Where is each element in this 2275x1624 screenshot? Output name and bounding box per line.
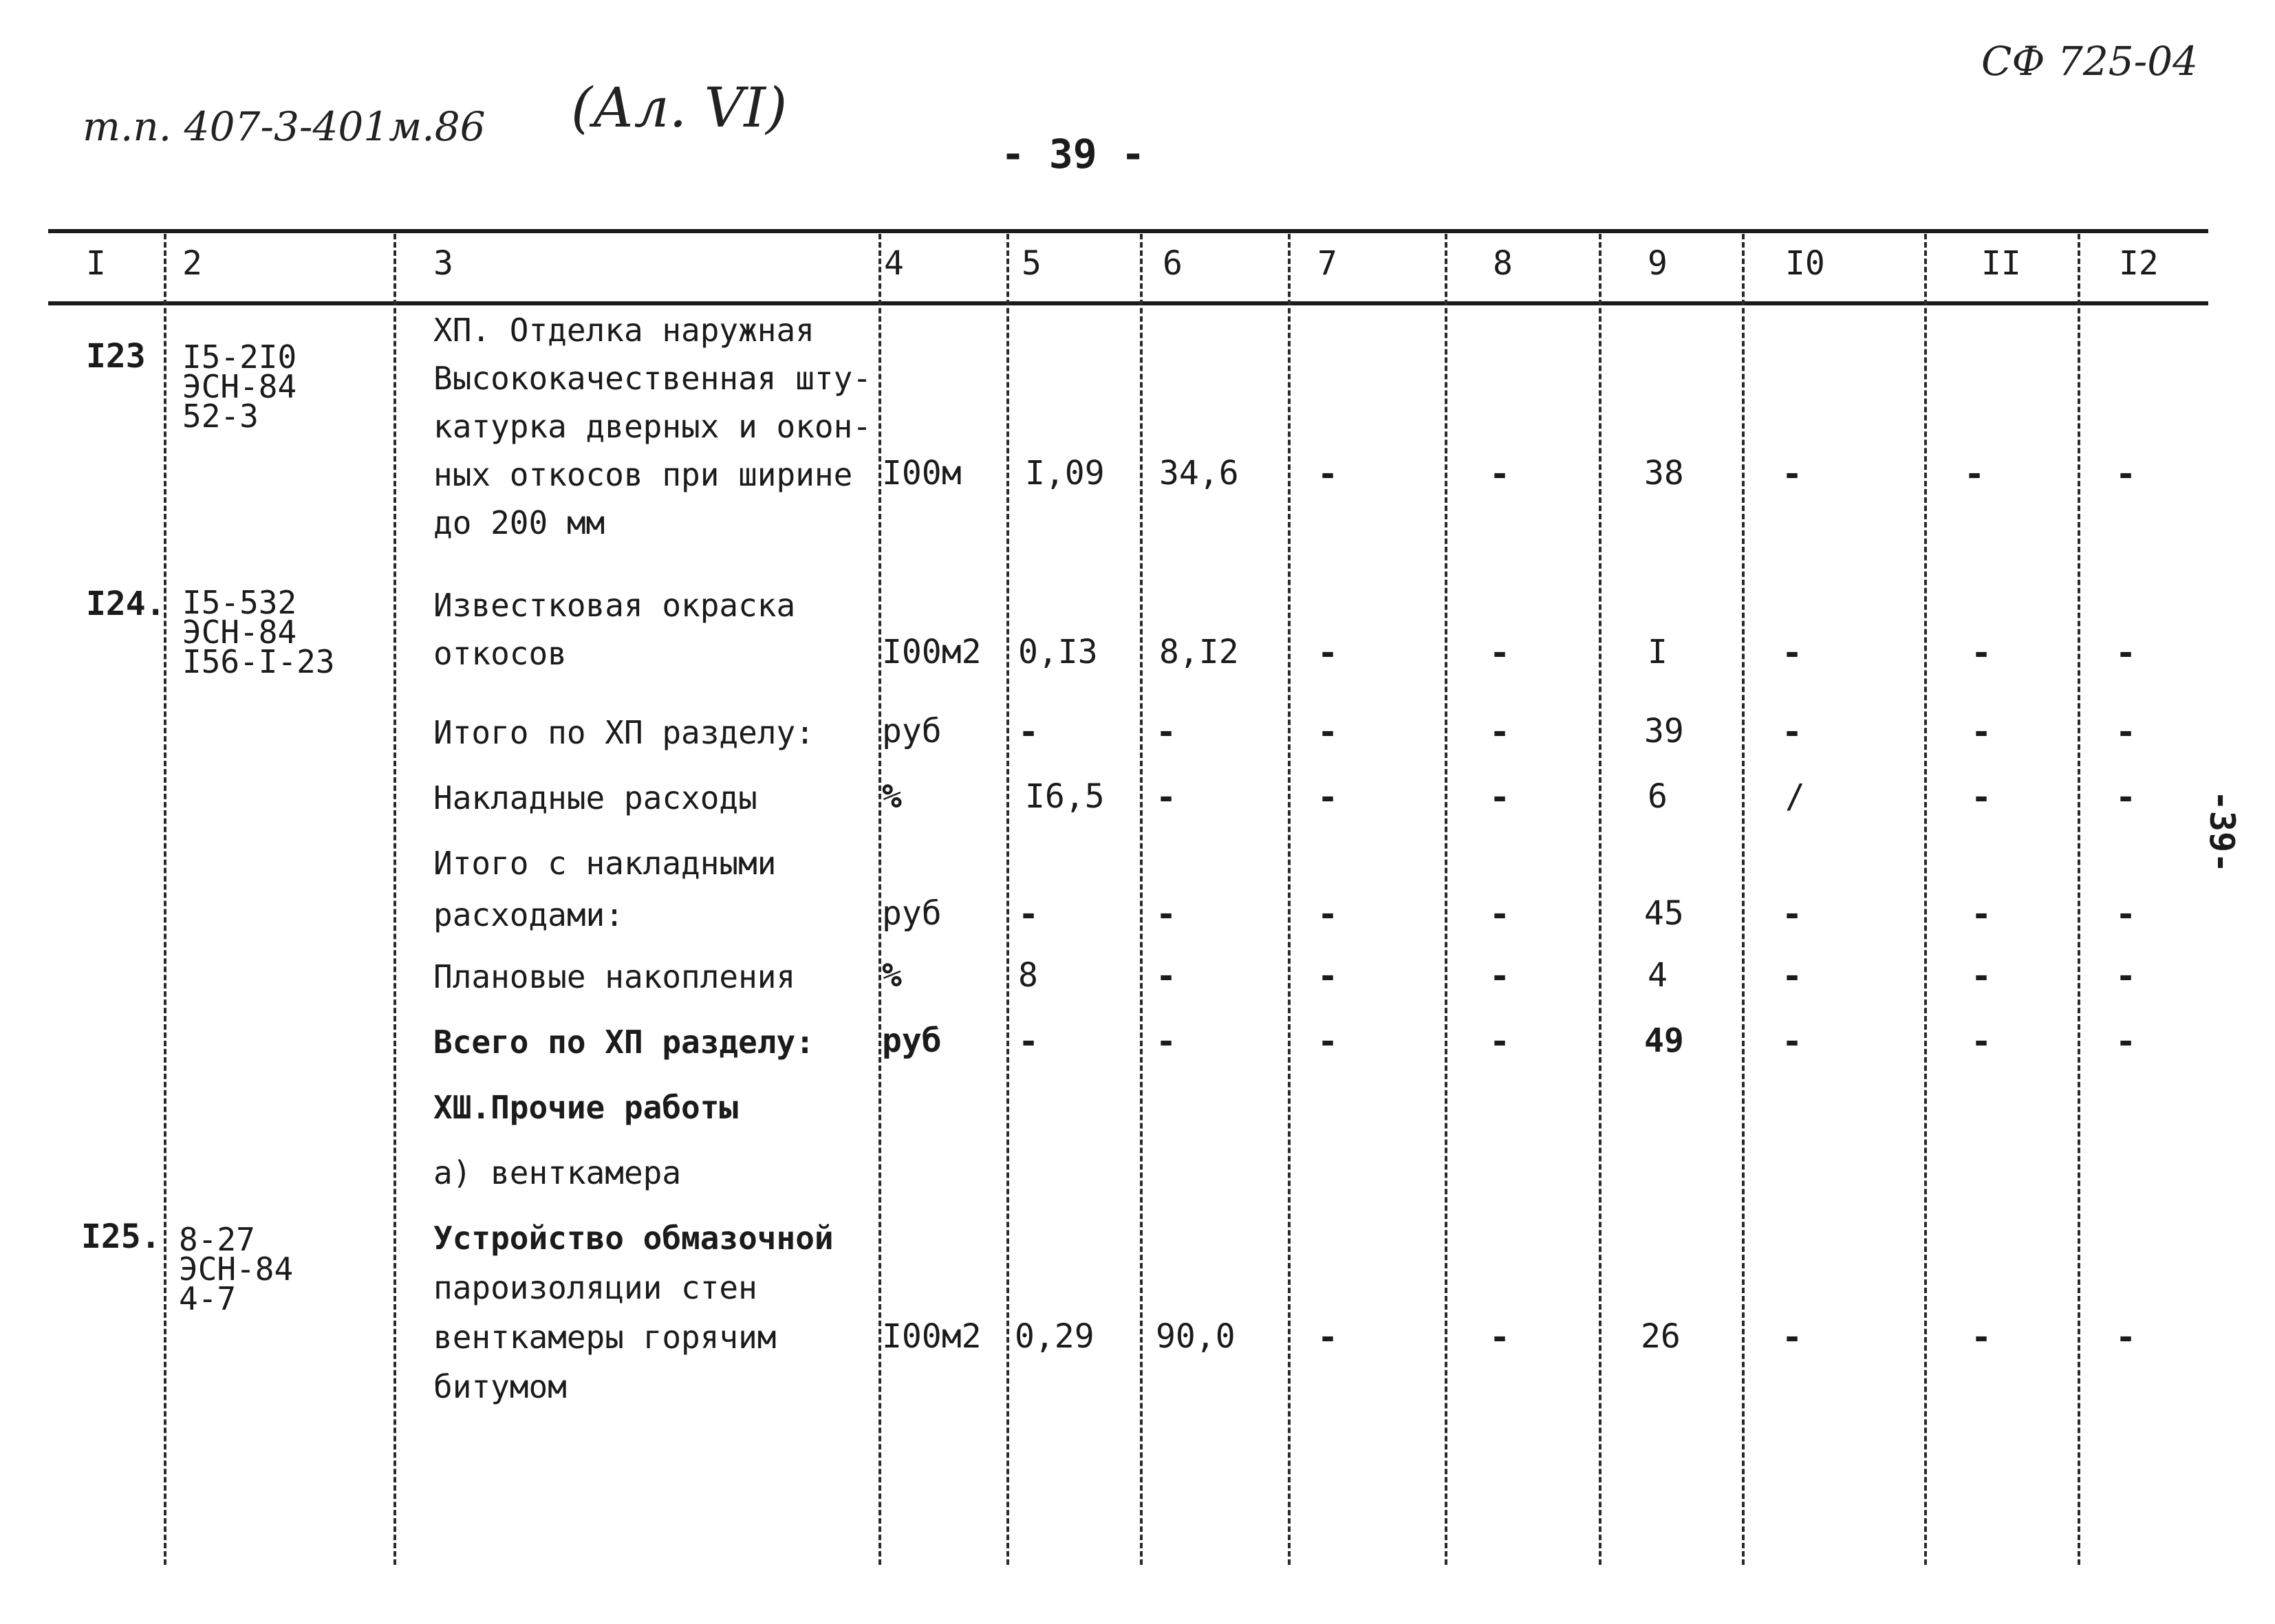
- work-description-line: пароизоляции стен: [433, 1269, 757, 1306]
- unit-cell: руб: [882, 1021, 942, 1060]
- value-cell: -: [1782, 1021, 1803, 1061]
- unit-cell: I00м: [882, 454, 962, 492]
- unit-cell: %: [882, 777, 902, 816]
- total-cost-cell: 45: [1644, 894, 1684, 933]
- row-number: I24.: [86, 585, 166, 623]
- quantity-cell: 0,I3: [1018, 633, 1098, 671]
- table-top-rule: [48, 229, 2208, 233]
- value-cell: -: [1964, 454, 1985, 494]
- column-divider: [1742, 234, 1745, 1565]
- value-cell: -: [1018, 894, 1039, 934]
- value-cell: -: [1971, 956, 1992, 996]
- norm-code-line: ЭСН-84: [182, 368, 297, 405]
- value-cell: -: [1489, 956, 1511, 996]
- work-description-line: Высококачественная шту-: [433, 360, 872, 397]
- value-cell: -: [1489, 894, 1511, 934]
- column-header-6: 6: [1163, 244, 1183, 283]
- total-with-overhead-label: расходами:: [433, 896, 624, 933]
- value-cell: -: [1782, 633, 1803, 673]
- unit-cell: руб: [882, 894, 942, 933]
- column-divider: [1599, 234, 1602, 1565]
- work-description-line: откосов: [433, 635, 567, 672]
- value-cell: -: [1317, 712, 1339, 752]
- value-cell: -: [1971, 712, 1992, 752]
- column-header-4: 4: [884, 244, 904, 283]
- unit-price-cell: 90,0: [1156, 1317, 1236, 1356]
- value-cell: -: [1156, 956, 1177, 996]
- value-cell: -: [1317, 1317, 1339, 1357]
- column-header-10: I0: [1785, 244, 1825, 283]
- norm-code-line: ЭСН-84: [182, 614, 297, 651]
- unit-cell: %: [882, 956, 902, 995]
- total-cost-cell: 49: [1644, 1021, 1684, 1060]
- norm-code-line: ЭСН-84: [179, 1251, 294, 1288]
- savings-rate-cell: 8: [1018, 956, 1038, 995]
- value-cell: -: [1317, 633, 1339, 673]
- subtotal-label: Итого по ХП разделу:: [433, 714, 815, 751]
- value-cell: -: [1156, 894, 1177, 934]
- value-cell: -: [2115, 454, 2137, 494]
- column-header-2: 2: [182, 244, 202, 283]
- norm-code-line: 4-7: [179, 1280, 237, 1317]
- column-divider: [1924, 234, 1927, 1565]
- work-description-line: ХП. Отделка наружная: [433, 312, 815, 349]
- value-cell: -: [1971, 777, 1992, 817]
- value-cell: -: [1156, 777, 1177, 817]
- value-cell: -: [1782, 712, 1803, 752]
- value-cell: -: [1317, 956, 1339, 996]
- column-divider: [1288, 234, 1291, 1565]
- value-cell: -: [1489, 633, 1511, 673]
- value-cell: /: [1785, 777, 1805, 816]
- overhead-label: Накладные расходы: [433, 779, 757, 816]
- document-code: СФ 725-04: [1981, 38, 2199, 85]
- value-cell: -: [1489, 777, 1511, 817]
- total-cost-cell: 38: [1644, 454, 1684, 492]
- value-cell: -: [1489, 454, 1511, 494]
- value-cell: -: [2115, 633, 2137, 673]
- value-cell: -: [1782, 894, 1803, 934]
- column-divider: [878, 234, 881, 1565]
- column-header-1: I: [86, 244, 106, 283]
- page-number: - 39 -: [1001, 131, 1145, 177]
- value-cell: -: [1971, 1317, 1992, 1357]
- column-header-5: 5: [1022, 244, 1042, 283]
- total-cost-cell: I: [1648, 633, 1668, 671]
- value-cell: -: [2115, 712, 2137, 752]
- work-description-line: Известковая окраска: [433, 587, 796, 624]
- column-header-11: II: [1981, 244, 2021, 283]
- value-cell: -: [2115, 777, 2137, 817]
- quantity-cell: 0,29: [1015, 1317, 1095, 1356]
- unit-cell: I00м2: [882, 633, 982, 671]
- work-description-line: Устройство обмазочной: [433, 1220, 834, 1257]
- norm-code-line: I56-I-23: [182, 643, 335, 680]
- total-with-overhead-label: Итого с накладными: [433, 845, 777, 882]
- column-divider: [1006, 234, 1009, 1565]
- unit-cell: руб: [882, 712, 942, 750]
- value-cell: -: [1018, 712, 1039, 752]
- value-cell: -: [1782, 956, 1803, 996]
- value-cell: -: [1489, 1317, 1511, 1357]
- row-number: I25.: [81, 1217, 161, 1256]
- value-cell: -: [2115, 1317, 2137, 1357]
- column-divider: [164, 234, 166, 1565]
- row-number: I23: [86, 337, 146, 376]
- value-cell: -: [1156, 712, 1177, 752]
- quantity-cell: I,09: [1025, 454, 1105, 492]
- column-header-12: I2: [2119, 244, 2159, 283]
- value-cell: -: [1317, 894, 1339, 934]
- norm-code-line: 8-27: [179, 1221, 255, 1258]
- value-cell: -: [1018, 1021, 1039, 1061]
- total-cost-cell: 4: [1648, 956, 1668, 995]
- work-description-line: битумом: [433, 1368, 567, 1405]
- value-cell: -: [2115, 956, 2137, 996]
- column-header-3: 3: [433, 244, 453, 283]
- total-cost-cell: 26: [1641, 1317, 1681, 1356]
- value-cell: -: [2115, 894, 2137, 934]
- unit-cell: I00м2: [882, 1317, 982, 1356]
- album-reference: (Ал. VI): [571, 76, 788, 140]
- table-header-rule: [48, 301, 2208, 305]
- work-description-line: ных откосов при ширине: [433, 456, 853, 493]
- value-cell: -: [1317, 777, 1339, 817]
- value-cell: -: [1317, 1021, 1339, 1061]
- norm-code-line: I5-2I0: [182, 338, 297, 376]
- norm-code-line: I5-532: [182, 584, 297, 621]
- section-total-label: Всего по ХП разделу:: [433, 1024, 815, 1061]
- value-cell: -: [1489, 712, 1511, 752]
- value-cell: -: [1782, 1317, 1803, 1357]
- column-divider: [1140, 234, 1143, 1565]
- value-cell: -: [1156, 1021, 1177, 1061]
- section-heading: ХШ.Прочие работы: [433, 1089, 739, 1126]
- side-page-number: -39-: [2202, 790, 2243, 874]
- planned-savings-label: Плановые накопления: [433, 958, 796, 995]
- norm-code-line: 52-3: [182, 398, 259, 435]
- value-cell: -: [1489, 1021, 1511, 1061]
- value-cell: -: [2115, 1021, 2137, 1061]
- unit-price-cell: 8,I2: [1159, 633, 1239, 671]
- project-reference: т.п. 407-3-401м.86: [83, 103, 486, 150]
- column-header-7: 7: [1317, 244, 1337, 283]
- column-divider: [1445, 234, 1447, 1565]
- value-cell: -: [1782, 454, 1803, 494]
- value-cell: -: [1317, 454, 1339, 494]
- column-header-8: 8: [1493, 244, 1513, 283]
- total-cost-cell: 6: [1648, 777, 1668, 816]
- value-cell: -: [1971, 894, 1992, 934]
- overhead-rate-cell: I6,5: [1025, 777, 1105, 816]
- value-cell: -: [1971, 1021, 1992, 1061]
- column-header-9: 9: [1648, 244, 1668, 283]
- column-divider: [393, 234, 396, 1565]
- unit-price-cell: 34,6: [1159, 454, 1239, 492]
- value-cell: -: [1971, 633, 1992, 673]
- subsection-heading: а) венткамера: [433, 1154, 682, 1191]
- column-divider: [2078, 234, 2080, 1565]
- work-description-line: венткамеры горячим: [433, 1319, 777, 1356]
- work-description-line: до 200 мм: [433, 504, 605, 541]
- work-description-line: катурка дверных и окон-: [433, 408, 872, 445]
- total-cost-cell: 39: [1644, 712, 1684, 750]
